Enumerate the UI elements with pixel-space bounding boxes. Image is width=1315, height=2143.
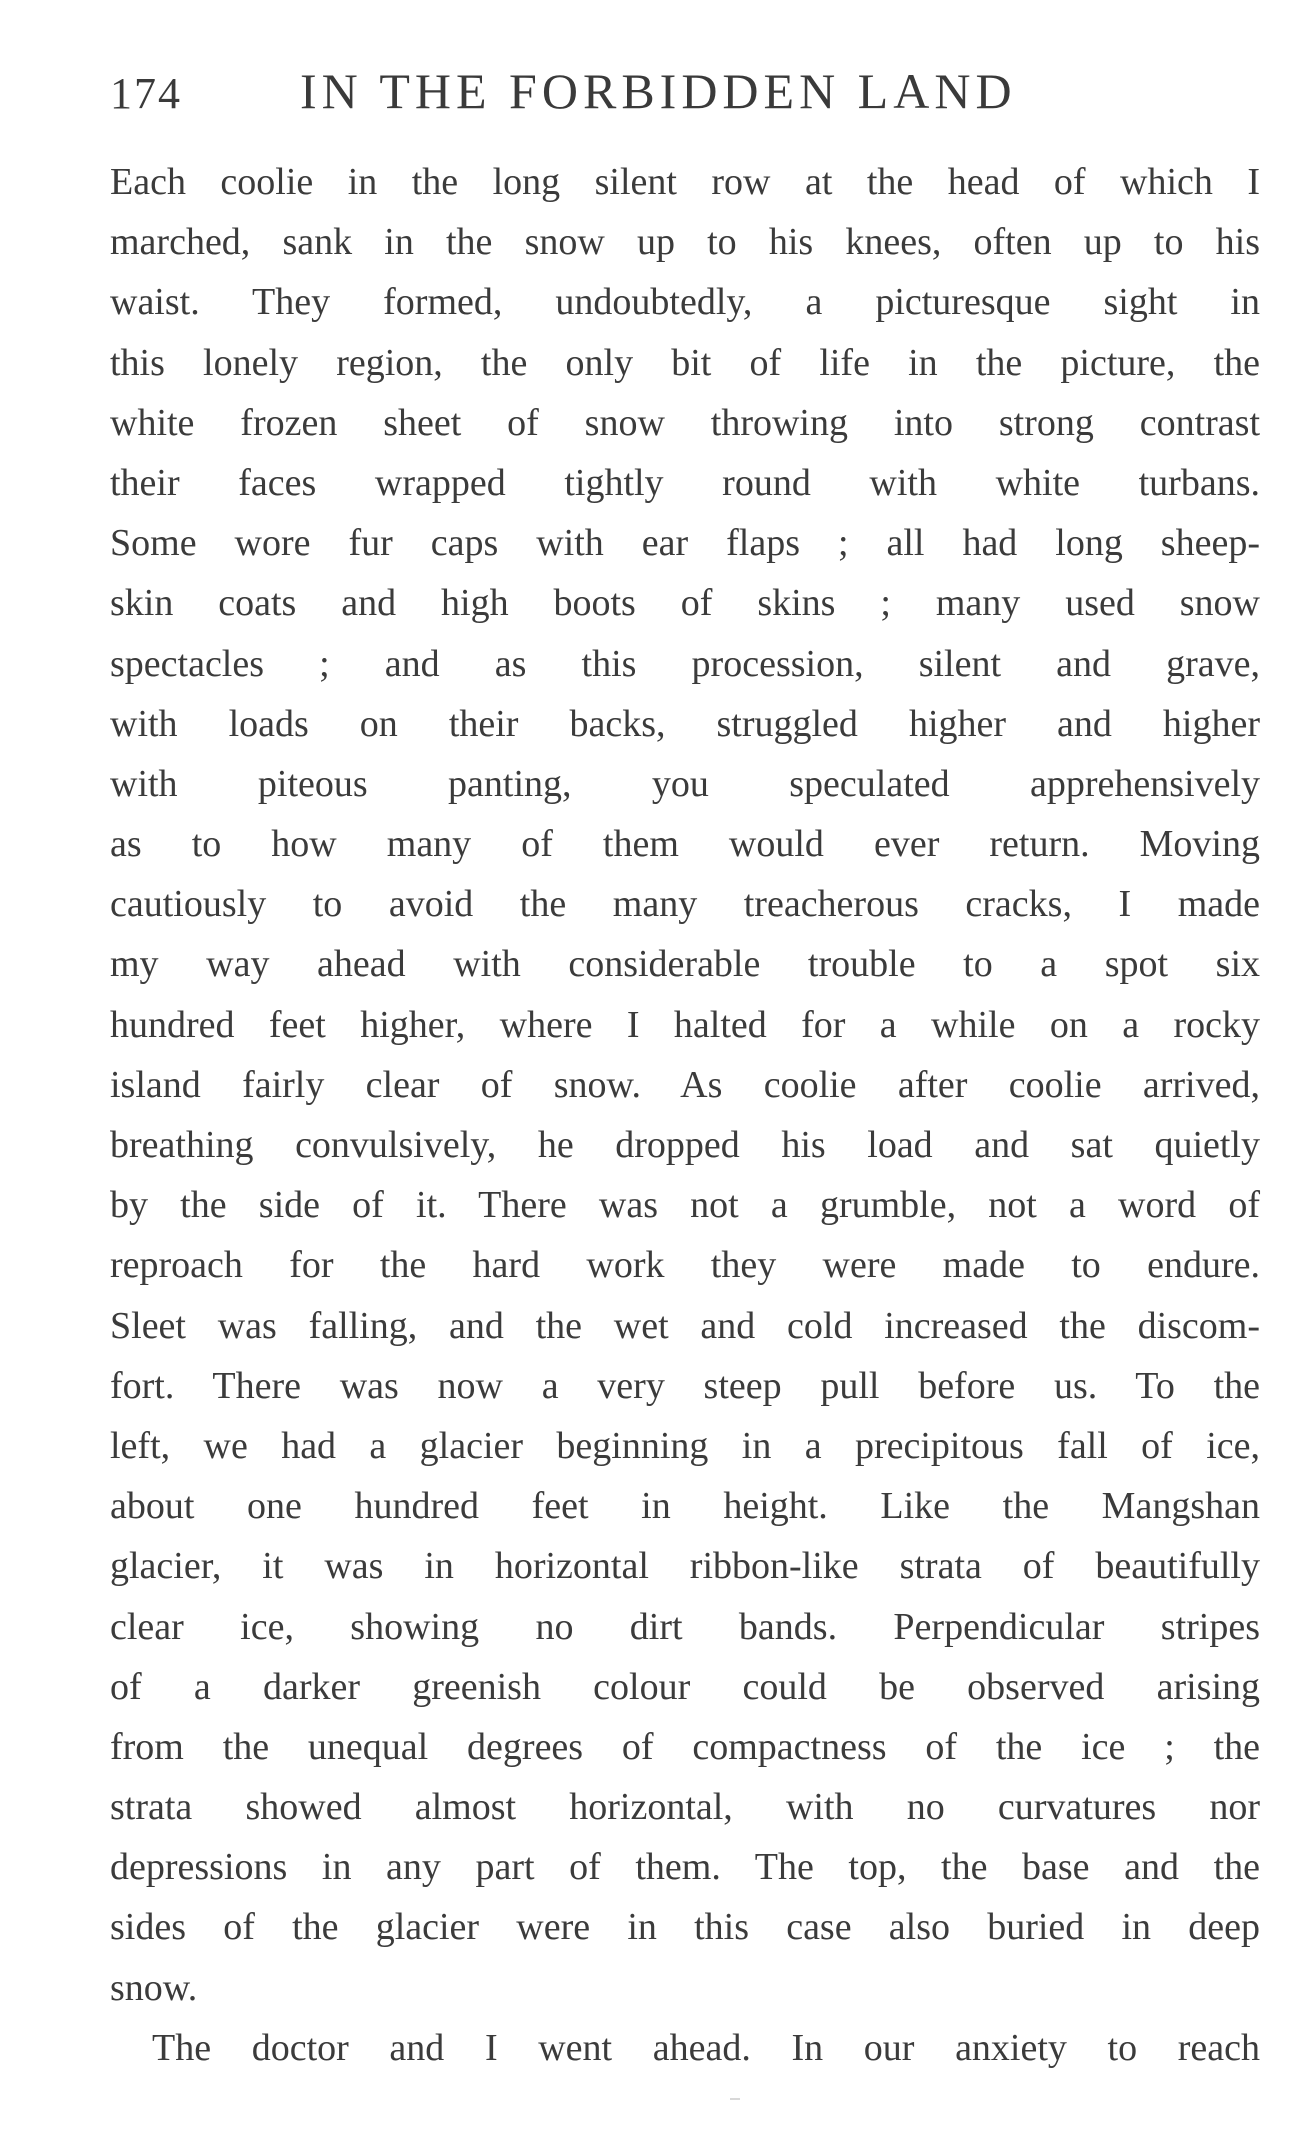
- text-line: waist. They formed, undoubtedly, a picturesque sight in: [110, 281, 1260, 324]
- text-line: with piteous panting, you speculated apprehensively: [110, 762, 1260, 805]
- text-line: depressions in any part of them. The top, the base and the: [110, 1846, 1260, 1889]
- text-line: hundred feet higher, where I halted for a while on a rocky: [110, 1003, 1260, 1046]
- text-line: white frozen sheet of snow throwing into strong contrast: [110, 401, 1260, 444]
- text-line: sides of the glacier were in this case also buried in deep: [110, 1906, 1260, 1949]
- text-line: reproach for the hard work they were made to endure.: [110, 1244, 1260, 1287]
- text-line: spectacles ; and as this procession, silent and grave,: [110, 642, 1260, 685]
- text-line: fort. There was now a very steep pull before us. To the: [110, 1364, 1260, 1407]
- text-line: this lonely region, the only bit of life in the picture, the: [110, 341, 1260, 384]
- text-line: cautiously to avoid the many treacherous cracks, I made: [110, 883, 1260, 926]
- running-head: [110, 62, 1260, 132]
- text-line: with loads on their backs, struggled higher and higher: [110, 702, 1260, 745]
- running-title: IN THE FORBIDDEN LAND: [300, 63, 1017, 119]
- text-line: glacier, it was in horizontal ribbon-like strata of beautifully: [110, 1545, 1260, 1588]
- body-text: [110, 152, 1260, 2078]
- paragraph-end-line: snow.: [110, 1966, 198, 2009]
- text-line: strata showed almost horizontal, with no curvatures nor: [110, 1786, 1260, 1829]
- text-line: by the side of it. There was not a grumble, not a word of: [110, 1184, 1260, 1227]
- text-line: Some wore fur caps with ear flaps ; all had long sheep-: [110, 522, 1260, 565]
- text-line: clear ice, showing no dirt bands. Perpendicular stripes: [110, 1605, 1260, 1648]
- text-line: as to how many of them would ever return. Moving: [110, 823, 1260, 866]
- text-line: marched, sank in the snow up to his knees, often up to his: [110, 221, 1260, 264]
- text-line: skin coats and high boots of skins ; many used snow: [110, 582, 1260, 625]
- page-number: 174: [110, 69, 182, 118]
- text-line: Each coolie in the long silent row at the head of which I: [110, 161, 1260, 203]
- text-line: about one hundred feet in height. Like the Mangshan: [110, 1485, 1260, 1528]
- print-mark: [730, 2098, 740, 2100]
- text-line: my way ahead with considerable trouble to a spot six: [110, 943, 1260, 986]
- text-line: of a darker greenish colour could be observed arising: [110, 1665, 1260, 1708]
- paragraph-start-line: The doctor and I went ahead. In our anxiety to reach: [152, 2026, 1260, 2069]
- text-line: from the unequal degrees of compactness of the ice ; the: [110, 1725, 1260, 1768]
- text-line: breathing convulsively, he dropped his load and sat quietly: [110, 1124, 1260, 1166]
- text-line: island fairly clear of snow. As coolie after coolie arrived,: [110, 1063, 1260, 1106]
- text-line: Sleet was falling, and the wet and cold increased the discom-: [110, 1304, 1260, 1347]
- text-line: their faces wrapped tightly round with white turbans.: [110, 461, 1260, 504]
- text-line: left, we had a glacier beginning in a precipitous fall of ice,: [110, 1424, 1260, 1467]
